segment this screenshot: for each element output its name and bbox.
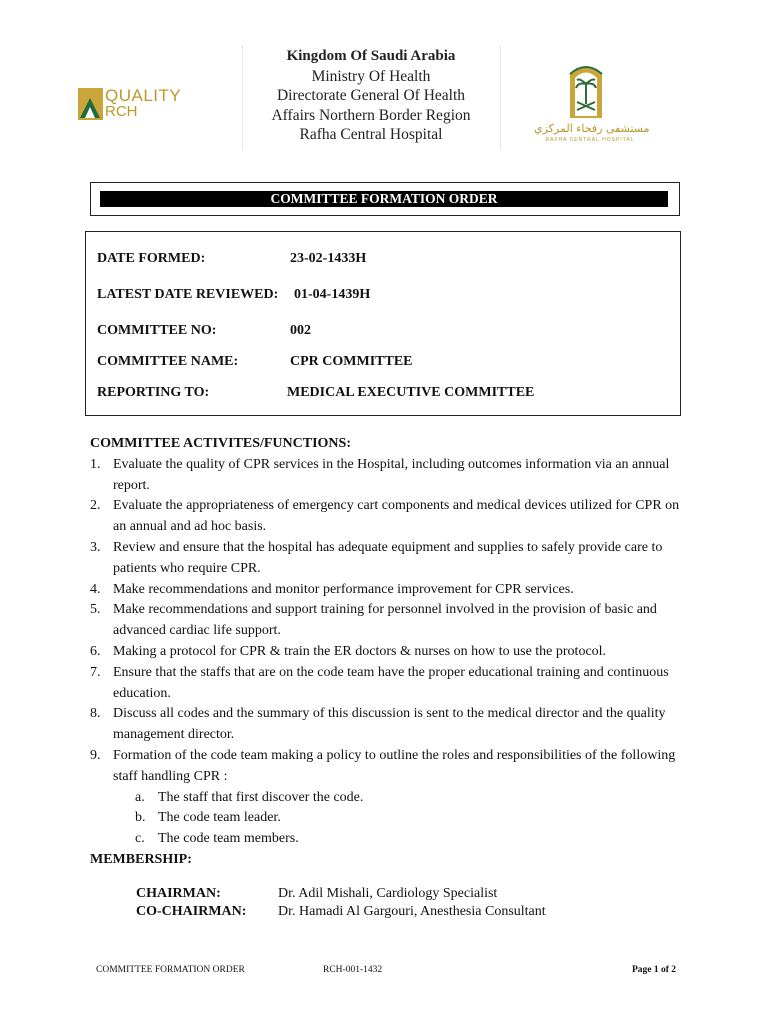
logo-rch-text: RCH [105, 103, 138, 120]
list-number: 6. [90, 643, 101, 659]
info-label: REPORTING TO: [97, 385, 210, 400]
list-number: 8. [90, 706, 101, 722]
list-number: 4. [90, 581, 101, 597]
info-label: LATEST DATE REVIEWED: [97, 287, 279, 302]
header-line: Directorate General Of Health [276, 87, 466, 104]
activities-list [90, 455, 690, 788]
list-item [90, 538, 690, 580]
list-item [90, 600, 690, 642]
sub-list-text: The code team leader. [158, 810, 281, 826]
list-item [90, 746, 690, 788]
list-item [90, 455, 690, 497]
list-item-text: Make recommendations and support training for personnel involved in the provision of basic and advanced cardiac life support. [113, 602, 657, 639]
footer-doc-title: COMMITTEE FORMATION ORDER [96, 965, 245, 975]
header-divider [500, 45, 501, 150]
list-item-text: Making a protocol for CPR & train the ER doctors & nurses on how to use the protocol. [113, 643, 607, 659]
header-address [250, 47, 492, 145]
info-label: DATE FORMED: [97, 251, 206, 266]
list-item-text: Ensure that the staffs that are on the code team have the proper educational training and continuous education. [113, 664, 669, 701]
list-item-text: Evaluate the appropriateness of emergency cart components and medical devices utilized for CPR on an annual and ad hoc basis. [113, 498, 680, 535]
info-row-committee-name [97, 354, 413, 370]
info-row-committee-no [97, 323, 311, 339]
code-staff-sublist [90, 788, 690, 850]
info-label: COMMITTEE NO: [97, 323, 217, 338]
quality-mountain-icon [78, 86, 106, 124]
sub-list-item [90, 808, 690, 829]
list-item-text: Review and ensure that the hospital has adequate equipment and supplies to safely provide care to patients who require CPR. [113, 539, 663, 576]
info-value: CPR COMMITTEE [290, 354, 413, 369]
list-number: 2. [90, 498, 101, 514]
list-item-text: Formation of the code team making a policy to outline the roles and responsibilities of the following staff handling CPR : [113, 747, 676, 784]
logo-quality-text: QUALITY [105, 86, 182, 105]
list-item [90, 642, 690, 663]
info-value: 01-04-1439H [294, 287, 371, 302]
committee-info-box [85, 231, 681, 416]
member-role-co-chairman: CO-CHAIRMAN: [136, 904, 247, 919]
info-row-date-formed [97, 251, 367, 267]
logo-arabic-text: مستشفى رفحاء المركزي [534, 122, 650, 135]
document-title: COMMITTEE FORMATION ORDER [100, 191, 668, 207]
membership-heading: MEMBERSHIP: [90, 851, 192, 867]
quality-rch-logo [78, 86, 188, 126]
logo-english-text: RAFHA CENTRAL HOSPITAL [545, 137, 635, 143]
palm-swords-emblem-icon [530, 60, 650, 120]
list-item [90, 580, 690, 601]
info-row-latest-review [97, 287, 371, 303]
list-item-text: Discuss all codes and the summary of this discussion is sent to the medical director and the quality management director. [113, 706, 666, 743]
sub-list-text: The code team members. [158, 831, 299, 847]
header-line: Ministry Of Health [311, 67, 431, 85]
list-number: 9. [90, 747, 101, 763]
member-name-chairman: Dr. Adil Mishali, Cardiology Specialist [278, 886, 498, 901]
footer-page-number: Page 1 of 2 [632, 965, 677, 975]
activities-heading: COMMITTEE ACTIVITES/FUNCTIONS: [90, 436, 351, 451]
header-divider [242, 45, 243, 150]
list-number: 3. [90, 539, 101, 555]
rafha-hospital-logo [530, 60, 650, 146]
header-line: Affairs Northern Border Region [271, 106, 471, 124]
info-label: COMMITTEE NAME: [97, 354, 239, 369]
sub-list-item [90, 788, 690, 809]
sub-list-letter: a. [135, 789, 145, 805]
list-item [90, 663, 690, 705]
info-row-reporting-to [97, 385, 535, 401]
info-value: 23-02-1433H [290, 251, 367, 266]
sub-list-letter: c. [135, 831, 145, 847]
title-box [90, 182, 680, 216]
header-line: Rafha Central Hospital [299, 126, 443, 143]
info-value: 002 [290, 323, 311, 338]
member-name-co-chairman: Dr. Hamadi Al Gargouri, Anesthesia Consultant [278, 904, 546, 919]
header-line: Kingdom Of Saudi Arabia [286, 48, 456, 64]
footer-doc-code: RCH-001-1432 [323, 965, 383, 975]
document-body [90, 434, 690, 871]
list-item-text: Evaluate the quality of CPR services in the Hospital, including outcomes information via an annual report. [113, 456, 670, 493]
list-number: 7. [90, 664, 101, 680]
list-number: 1. [90, 456, 101, 472]
sub-list-text: The staff that first discover the code. [158, 789, 364, 805]
member-role-chairman: CHAIRMAN: [136, 886, 221, 901]
list-item-text: Make recommendations and monitor performance improvement for CPR services. [113, 581, 574, 597]
sub-list-item [90, 829, 690, 850]
info-value: MEDICAL EXECUTIVE COMMITTEE [287, 385, 535, 400]
list-item [90, 496, 690, 538]
list-number: 5. [90, 602, 101, 618]
list-item [90, 704, 690, 746]
sub-list-letter: b. [135, 810, 146, 826]
